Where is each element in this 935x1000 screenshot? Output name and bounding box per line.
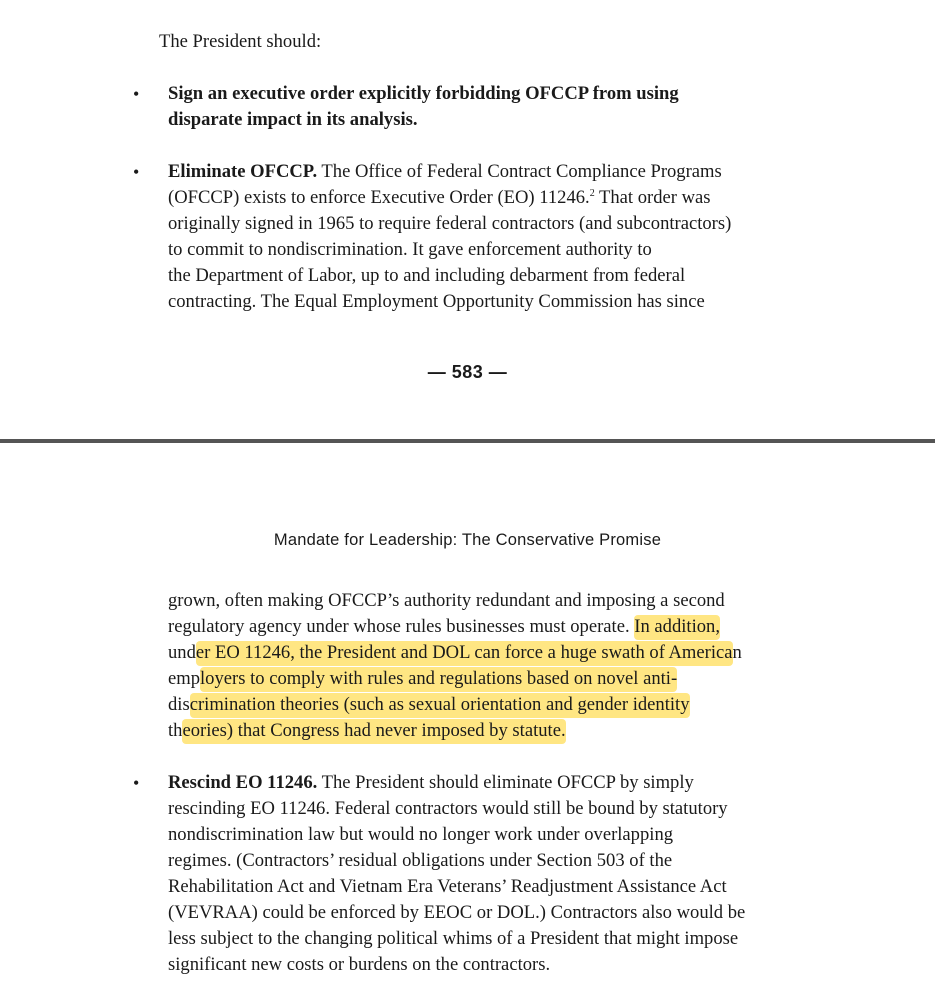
highlight: In addition,: [634, 615, 720, 640]
bullet3-line: Rescind EO 11246. The President should eliminate OFCCP by simply: [168, 772, 694, 793]
footnote-ref[interactable]: 2: [589, 188, 595, 199]
bullet2-line: to commit to nondiscrimination. It gave enforcement authority to: [168, 239, 652, 260]
paragraph-line: regulatory agency under whose rules businesses must operate. In addition,: [168, 614, 720, 640]
bullet2-line: contracting. The Equal Employment Opportunity Commission has since: [168, 291, 705, 312]
page-number: — 583 —: [427, 362, 508, 382]
paragraph-line: under EO 11246, the President and DOL can force a huge swath of American: [168, 640, 742, 666]
highlight: eories) that Congress had never imposed by statute.: [182, 719, 565, 744]
bullet1-line: disparate impact in its analysis.: [168, 109, 418, 130]
bullet3-line: significant new costs or burdens on the contractors.: [168, 954, 551, 975]
running-header: Mandate for Leadership: The Conservative Promise: [273, 531, 662, 549]
bullet2-line: Eliminate OFCCP. The Office of Federal Contract Compliance Programs: [168, 161, 722, 182]
paragraph-line: theories) that Congress had never imposed by statute.: [168, 718, 566, 744]
bullet1-line: Sign an executive order explicitly forbidding OFCCP from using: [168, 83, 679, 104]
paragraph-line: discrimination theories (such as sexual orientation and gender identity: [168, 692, 690, 718]
highlight: crimination theories (such as sexual orientation and gender identity: [190, 693, 690, 718]
bullet-icon: •: [133, 773, 140, 793]
page-divider: [0, 439, 935, 443]
bullet3-line: regimes. (Contractors’ residual obligations under Section 503 of the: [168, 850, 673, 871]
bullet3-line: nondiscrimination law but would no longer work under overlapping: [168, 824, 674, 845]
bullet2-line: (OFCCP) exists to enforce Executive Order (EO) 11246.$^2$ That order was: [168, 187, 711, 208]
bullet2-line: the Department of Labor, up to and including debarment from federal: [168, 265, 686, 286]
highlight: loyers to comply with rules and regulations based on novel anti-: [200, 667, 677, 692]
bullet3-line: Rehabilitation Act and Vietnam Era Veterans’ Readjustment Assistance Act: [168, 876, 727, 897]
bullet2-line: originally signed in 1965 to require federal contractors (and subcontractors): [168, 213, 732, 234]
bullet3-line: (VEVRAA) could be enforced by EEOC or DOL.) Contractors also would be: [168, 902, 746, 923]
bullet2-lead: Eliminate OFCCP.: [168, 161, 318, 182]
paragraph-line: grown, often making OFCCP’s authority redundant and imposing a second: [168, 590, 725, 611]
bullet3-line: rescinding EO 11246. Federal contractors would still be bound by statutory: [168, 798, 728, 819]
intro-text: The President should:: [159, 31, 322, 52]
bullet3-line: less subject to the changing political whims of a President that might impose: [168, 928, 739, 949]
bullet-icon: •: [133, 84, 140, 104]
highlight: er EO 11246, the President and DOL can force a huge swath of America: [196, 641, 733, 666]
bullet3-lead: Rescind EO 11246.: [168, 772, 318, 793]
paragraph-line: employers to comply with rules and regulations based on novel anti-: [168, 666, 677, 692]
bullet-icon: •: [133, 162, 140, 182]
